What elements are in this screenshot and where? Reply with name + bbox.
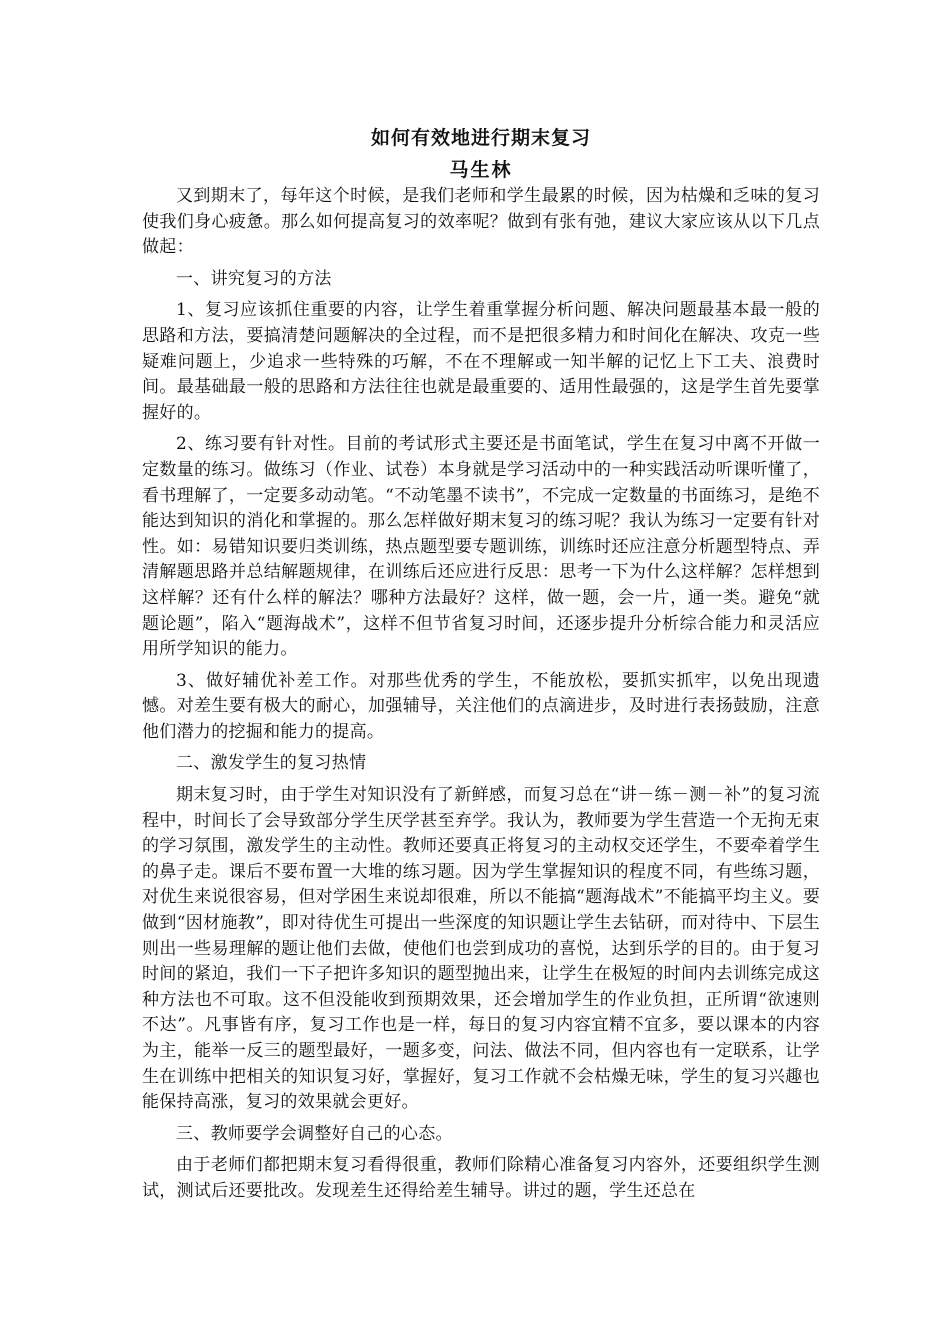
section-heading-2: 二、激发学生的复习热情 <box>176 753 367 774</box>
section1-paragraph-2: 2、练习要有针对性。目前的考试形式主要还是书面笔试，学生在复习中离不开做一定数量的练习。做练习（作业、试卷）本身就是学习活动中的一种实践活动听课听懂了，看书理解了，一定要多动动笔。“不动笔墨不读书”，不完成一定数量的书面练习，是绝不能达到知识的消化和掌握的。那么怎样做好期末复习的练习呢？我认为练习一定要有针对性。如：易错知识要归类训练，热点题型要专题训练，训练时还应注意分析题型特点、弄清解题思路并总结解题规律，在训练后还应进行反思：思考一下为什么这样解？怎样想到这样解？还有什么样的解法？哪种方法最好？这样，做一题，会一片，通一类。避免“就题论题”，陷入“题海战术”，这样不但节省复习时间，还逐步提升分析综合能力和灵活应用所学知识的能力。 <box>142 434 820 660</box>
section-heading-1: 一、讲究复习的方法 <box>176 268 332 289</box>
document-page <box>142 120 820 1211</box>
section1-paragraph-1: 1、复习应该抓住重要的内容，让学生着重掌握分析问题、解决问题最基本最一般的思路和方法，要搞清楚问题解决的全过程，而不是把很多精力和时间化在解决、攻克一些疑难问题上，少追求一些特殊的巧解，不在不理解或一知半解的记忆上下工夫、浪费时间。最基础最一般的思路和方法往往也就是最重要的、适用性最强的，这是学生首先要掌握好的。 <box>142 300 820 423</box>
intro-paragraph: 又到期末了，每年这个时候，是我们老师和学生最累的时候，因为枯燥和乏味的复习使我们身心疲惫。那么如何提高复习的效率呢？做到有张有弛，建议大家应该从以下几点做起： <box>142 186 820 258</box>
section2-paragraph-1: 期末复习时，由于学生对知识没有了新鲜感，而复习总在“讲－练－测－补”的复习流程中，时间长了会导致部分学生厌学甚至弃学。我认为，教师要为学生营造一个无拘无束的学习氛围，激发学生的主动性。教师还要真正将复习的主动权交还学生，不要牵着学生的鼻子走。课后不要布置一大堆的练习题。因为学生掌握知识的程度不同，有些练习题，对优生来说很容易，但对学困生来说却很难，所以不能搞“题海战术”不能搞平均主义。要做到“因材施教”，即对待优生可提出一些深度的知识题让学生去钻研，而对待中、下层生则出一些易理解的题让他们去做，使他们也尝到成功的喜悦，达到乐学的目的。由于复习时间的紧迫，我们一下子把许多知识的题型抛出来，让学生在极短的时间内去训练完成这种方法也不可取。这不但没能收到预期效果，还会增加学生的作业负担，正所谓“欲速则不达”。凡事皆有序，复习工作也是一样，每日的复习内容宜精不宜多，要以课本的内容为主，能举一反三的题型最好，一题多变，问法、做法不同，但内容也有一定联系，让学生在训练中把相关的知识复习好，掌握好，复习工作就不会枯燥无味，学生的复习兴趣也能保持高涨，复习的效果就会更好。 <box>142 785 820 1113</box>
section3-paragraph-1: 由于老师们都把期末复习看得很重，教师们除精心准备复习内容外，还要组织学生测试，测试后还要批改。发现差生还得给差生辅导。讲过的题，学生还总在 <box>142 1155 820 1201</box>
document-title: 如何有效地进行期末复习 <box>370 127 591 149</box>
document-author: 马生林 <box>449 159 513 181</box>
section-heading-3: 三、教师要学会调整好自己的心态。 <box>176 1123 453 1144</box>
section1-paragraph-3: 3、做好辅优补差工作。对那些优秀的学生，不能放松，要抓实抓牢，以免出现遗憾。对差生要有极大的耐心，加强辅导，关注他们的点滴进步，及时进行表扬鼓励，注意他们潜力的挖掘和能力的提高。 <box>142 670 820 742</box>
